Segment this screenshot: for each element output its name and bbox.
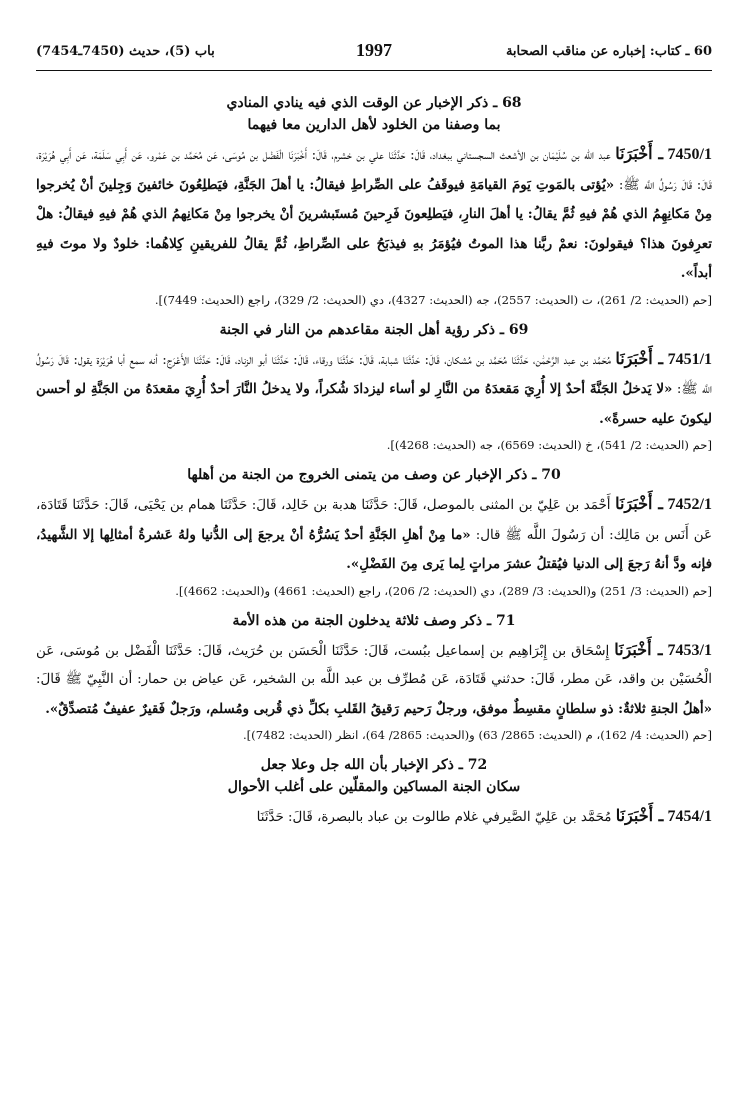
matn: «يُؤتى بالمَوتِ يَومَ القيامَةِ فيوقَفُ على الصِّراطِ فيقالُ: يا أهلَ الجَنَّةِ، فيَطلِعُونَ خائفينَ وَجِلينَ أنْ يُخرجوا مِنْ مَكانِهِمُ الذي هُمْ فيهِ ثُمَّ يقالُ: يا أهلَ النارِ، فيَطلِعونَ فَرِحينَ مُستَبشرينَ أنْ يخرجوا مِنْ مَكانِهمُ الذي هُمْ فيهِ فيقالُ: هلْ تعرِفونَ هذا؟ فيقولونَ: نعمْ ربَّنا هذا الموتُ فيُؤمَرُ بهِ فيذبَحُ على الصِّراطِ، ثُمَّ يقالُ للفريقينِ كِلاهُما: خلودٌ ولا موتَ فيهِ أبداً». — [36, 176, 712, 281]
isnad: مُحَمَّد بن عبد الرَّحْمَٰن، حَدَّثَنَا مُحَمَّد بن مُشكان، قَالَ: حَدَّثَنَا شبابة، قَالَ: حَدَّثَنَا ورقاء، قَالَ: حَدَّثَنَا أبو الزناد، قَالَ: حَدَّثَنَا الأَعْرَج: أنه سمع أبا هُرَيْرَة يقول: قَالَ رَسُولُ اللَّه ﷺ: — [36, 352, 712, 397]
section-title-line: 68 ـ ذكر الإخبار عن الوقت الذي فيه ينادي المنادي — [226, 95, 522, 111]
matn: «أهلُ الجنةِ ثلاثةٌ: ذو سلطانٍ مقسِطٌ موفق، ورجلٌ رَحيم رَقيقُ القَلبِ بكلِّ ذي قُربى ومُسلم، ورَجلٌ فَقيرٌ عفيفٌ مُتصدِّقٌ». — [45, 700, 712, 717]
references: [حم (الحديث: 3/ 251) و(الحديث: 3/ 289)، دي (الحديث: 2/ 206)، راجع (الحديث: 4661) و(الحديث: 4662)]. — [175, 583, 712, 598]
matn: «لا يَدخلُ الجَنَّةَ أحدٌ إلا أُرِيَ مَقعدَهُ من النَّارِ لو أساء ليزدادَ شُكراً، ولا يدخلُ النَّارَ أحدٌ أُرِيَ مقعدَهُ من الجَنَّةِ لو أحسن ليكونَ عليه حسرةً». — [36, 381, 712, 427]
section-title — [36, 610, 712, 632]
references: [حم (الحديث: 2/ 541)، خ (الحديث: 6569)، جه (الحديث: 4268)]. — [386, 438, 712, 452]
section-68 — [36, 92, 712, 311]
section-title-line: 72 ـ ذكر الإخبار بأن الله جل وعلا جعل — [260, 757, 488, 773]
akhbarana: ـ أَخْبَرَنَا — [615, 144, 664, 163]
akhbarana: ـ أَخْبَرَنَا — [614, 639, 663, 659]
section-title — [36, 92, 712, 136]
header-rule — [36, 70, 712, 71]
isnad: أَحْمَد بن عَلِيّ بن المثنى بالموصل، قَالَ: حَدَّثَنَا هدبة بن خَالِد، قَالَ: حَدَّثَنَا همام بن يَحْيَى، قَالَ: حَدَّثَنَا قَتَادَة، عَن أَنَس بن مَالِك: أن رَسُولَ اللَّه ﷺ قال: — [36, 498, 712, 543]
isnad: مُحَمَّد بن عَلِيّ الصَّيرفي غلام طالوت بن عباد بالبصرة، قَالَ: حَدَّثَنَا — [256, 810, 612, 825]
matn: «ما مِنْ أهلِ الجَنَّةِ أحدٌ يَسُرُّهُ أنْ يرجعَ إلى الدُّنيا ولهُ عَشرةُ أمثالِها إلا الشَّهيدُ، فإنه ودَّ أنهُ رَجعَ إلى الدنيا فيُقتلُ عشرَ مراتٍ لِما يَرى مِنَ الفَضْلِ». — [36, 526, 712, 572]
header-hadith-range: باب (5)، حديث (7450ـ7454) — [36, 44, 215, 59]
page-body — [36, 92, 712, 839]
section-69 — [36, 319, 712, 457]
section-title-line: 71 ـ ذكر وصف ثلاثة يدخلون الجنة من هذه الأمة — [232, 612, 516, 629]
section-title — [36, 464, 712, 486]
hadith-text — [36, 636, 712, 725]
section-72 — [36, 754, 712, 833]
header-chapter: 60 ـ كتاب: إخباره عن مناقب الصحابة — [505, 44, 712, 59]
akhbarana: ـ أَخْبَرَنَا — [615, 348, 664, 368]
section-title-line: 69 ـ ذكر رؤية أهل الجنة مقاعدهم من النار في الجنة — [219, 321, 529, 338]
hadith-number: 7453/1 — [667, 641, 712, 659]
section-71 — [36, 610, 712, 747]
hadith-number: 7450/1 — [667, 146, 712, 163]
hadith-text — [36, 345, 712, 435]
akhbarana: ـ أَخْبَرَنَا — [615, 494, 663, 513]
akhbarana: ـ أَخْبَرَنَا — [615, 806, 664, 825]
hadith-text — [36, 802, 712, 833]
page-number: 1997 — [356, 40, 392, 60]
hadith-number: 7451/1 — [667, 350, 713, 368]
section-title — [36, 319, 712, 341]
section-title — [36, 754, 712, 798]
hadith-text — [36, 140, 712, 289]
references: [حم (الحديث: 4/ 162)، م (الحديث: 2865/ 63) و(الحديث: 2865/ 64)، انظر (الحديث: 7482)]. — [242, 728, 712, 742]
running-header — [36, 40, 712, 66]
section-title-line: سكان الجنة المساكين والمقلّين على أغلب الأحوال — [227, 779, 521, 795]
section-title-line: بما وصفنا من الخلود لأهل الدارين معا فيهما — [247, 117, 501, 133]
section-title-line: 70 ـ ذكر الإخبار عن وصف من يتمنى الخروج من الجنة من أهلها — [187, 467, 561, 483]
hadith-number: 7454/1 — [667, 808, 712, 825]
isnad: إِسْحَاق بن إِبْرَاهِيم بن إسماعيل ببُست، قَالَ: حَدَّثَنَا الْحَسَن بن حُرَيث، قَالَ: حَدَّثَنَا الْفَضْل بن مُوسَى، عَن الْحُسَيْن بن واقد، عَن مطر، قَالَ: حدثني قَتَادَة، عَن مُطرِّف بن عبد اللَّه بن الشخير، عَن عياض بن حمار: أن النَّبِيّ ﷺ قَالَ: — [36, 643, 712, 687]
section-70 — [36, 464, 712, 602]
references: [حم (الحديث: 2/ 261)، ت (الحديث: 2557)، جه (الحديث: 4327)، دي (الحديث: 2/ 329)، راجع (الحديث: 7449)]. — [154, 292, 712, 307]
isnad: عبد الله بن سُلَيْمَان بن الأشعث السجستاني ببغداد، قَالَ: حَدَّثَنَا علي بن خشرم، قَالَ: أَخْبَرَنَا الْفَضْل بن مُوسَى، عَن مُحَمَّد بن عَمْرو، عَن أَبِي سَلَمَة، عَن أَبِي هُرَيْرَة، قَالَ: قَالَ رَسُولُ اللَّه ﷺ: — [36, 148, 712, 193]
hadith-text — [36, 490, 712, 580]
hadith-number: 7452/1 — [667, 496, 712, 513]
